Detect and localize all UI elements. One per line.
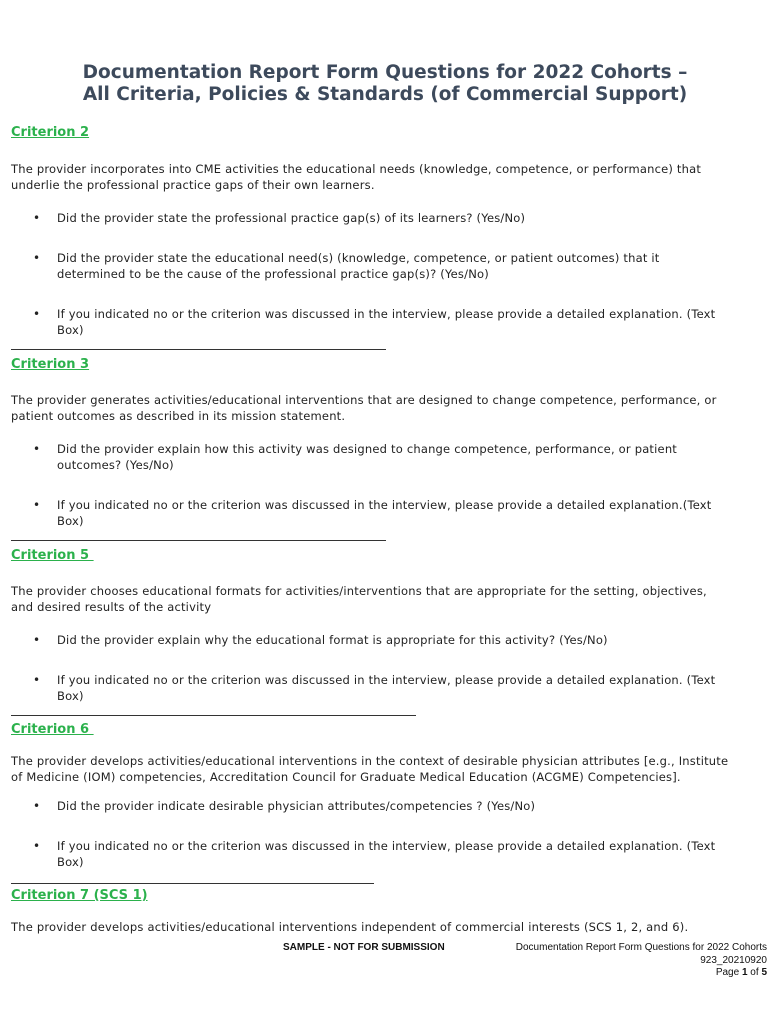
criterion-5-description xyxy=(11,583,766,615)
sample-notice: SAMPLE - NOT FOR SUBMISSION xyxy=(283,942,445,953)
description-line: The provider generates activities/educational interventions that are designed to change competence, performance, or xyxy=(11,393,717,407)
bullet-icon: • xyxy=(33,251,41,265)
question-line: Did the provider indicate desirable physician attributes/competencies ? (Yes/No) xyxy=(57,799,536,813)
bullet-icon: • xyxy=(33,633,41,647)
criterion-7-description xyxy=(11,919,766,935)
description-line: The provider incorporates into CME activities the educational needs (knowledge, competence, or performance) that xyxy=(11,162,702,176)
of-word: of xyxy=(747,967,762,978)
bullet-icon: • xyxy=(33,799,41,813)
page-counter xyxy=(516,967,767,980)
section-divider xyxy=(11,349,386,350)
question-line: determined to be the cause of the professional practice gap(s)? (Yes/No) xyxy=(57,267,489,281)
footer-doc-code: 923_20210920 xyxy=(700,954,767,966)
question-text xyxy=(57,838,757,870)
question-line: Box) xyxy=(57,514,84,528)
bullet-icon: • xyxy=(33,307,41,321)
description-line: underlie the professional practice gaps of their own learners. xyxy=(11,178,375,192)
bullet-icon: • xyxy=(33,498,41,512)
question-line: If you indicated no or the criterion was discussed in the interview, please provide a detailed explanation.(Text xyxy=(57,498,712,512)
criterion-6-description xyxy=(11,753,766,785)
title-line-1: Documentation Report Form Questions for 2022 Cohorts – xyxy=(82,62,688,83)
bullet-icon: • xyxy=(33,442,41,456)
question-text xyxy=(57,672,757,704)
description-line: The provider develops activities/educational interventions in the context of desirable physician attributes [e.g., Institute xyxy=(11,754,729,768)
criterion-2-description xyxy=(11,161,766,193)
page-footer xyxy=(516,942,767,980)
criterion-2-heading: Criterion 2 xyxy=(11,125,90,140)
criterion-6-heading: Criterion 6 xyxy=(11,722,94,737)
question-text xyxy=(57,306,757,338)
criterion-3-heading: Criterion 3 xyxy=(11,357,90,372)
section-divider xyxy=(11,715,416,716)
bullet-icon: • xyxy=(33,839,41,853)
question-line: If you indicated no or the criterion was discussed in the interview, please provide a detailed explanation. (Text xyxy=(57,307,716,321)
question-text xyxy=(57,210,757,226)
question-line: Did the provider explain how this activity was designed to change competence, performance, or patient xyxy=(57,442,678,456)
criterion-5-heading: Criterion 5 xyxy=(11,548,94,563)
question-text xyxy=(57,250,757,282)
question-line: If you indicated no or the criterion was discussed in the interview, please provide a detailed explanation. (Text xyxy=(57,839,716,853)
page-word: Page xyxy=(715,967,742,978)
document-title xyxy=(0,62,770,106)
question-line: Box) xyxy=(57,689,84,703)
footer-doc-title: Documentation Report Form Questions for 2022 Cohorts xyxy=(515,942,767,953)
question-text xyxy=(57,441,757,473)
section-divider xyxy=(11,883,374,884)
question-line: outcomes? (Yes/No) xyxy=(57,458,174,472)
page-total: 5 xyxy=(761,967,767,978)
title-line-2: All Criteria, Policies & Standards (of Commercial Support) xyxy=(82,84,688,105)
question-text xyxy=(57,798,757,814)
criterion-7-heading: Criterion 7 (SCS 1) xyxy=(11,888,148,903)
question-line: Box) xyxy=(57,855,84,869)
question-line: Box) xyxy=(57,323,84,337)
question-line: Did the provider state the professional practice gap(s) of its learners? (Yes/No) xyxy=(57,211,526,225)
question-line: Did the provider state the educational need(s) (knowledge, competence, or patient outcomes) that it xyxy=(57,251,660,265)
criterion-3-description xyxy=(11,392,766,424)
question-text xyxy=(57,497,757,529)
bullet-icon: • xyxy=(33,673,41,687)
question-line: If you indicated no or the criterion was discussed in the interview, please provide a detailed explanation. (Text xyxy=(57,673,716,687)
bullet-icon: • xyxy=(33,211,41,225)
question-line: Did the provider explain why the educational format is appropriate for this activity? (Yes/No) xyxy=(57,633,608,647)
page-number: 1 xyxy=(741,967,748,978)
question-text xyxy=(57,632,757,648)
description-line: patient outcomes as described in its mission statement. xyxy=(11,409,346,423)
description-line: The provider chooses educational formats for activities/interventions that are appropriate for the setting, objectives, xyxy=(11,584,707,598)
section-divider xyxy=(11,540,386,541)
description-line: and desired results of the activity xyxy=(11,600,212,614)
description-line: The provider develops activities/educational interventions independent of commercial interests (SCS 1, 2, and 6). xyxy=(11,920,689,934)
description-line: of Medicine (IOM) competencies, Accreditation Council for Graduate Medical Education (ACGME) Competencies]. xyxy=(11,770,681,784)
